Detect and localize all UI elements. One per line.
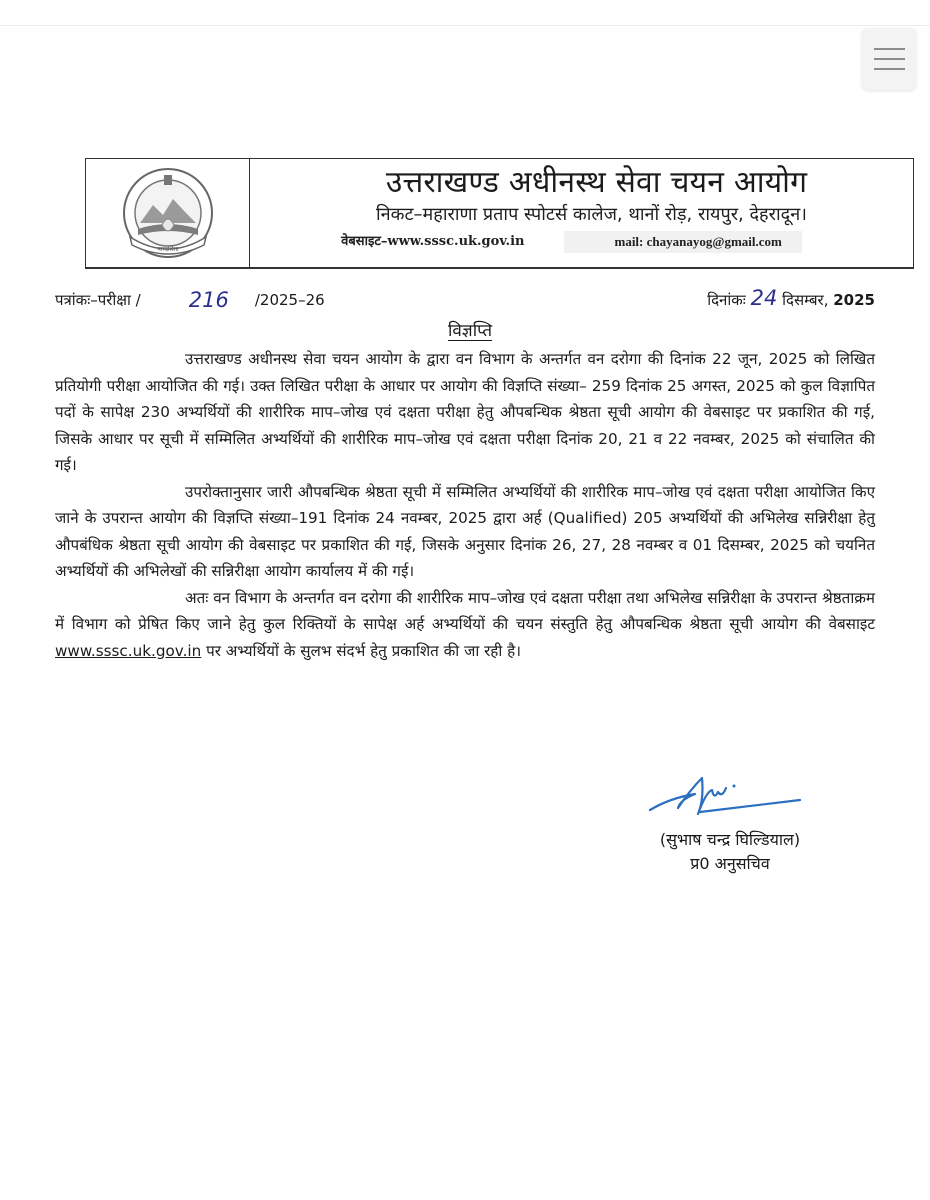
- organization-email: mail: chayanayog@gmail.com: [564, 231, 801, 253]
- letter-date: [707, 286, 875, 310]
- notice-paragraph: उत्तराखण्ड अधीनस्थ सेवा चयन आयोग के द्वारा वन विभाग के अन्तर्गत वन दरोगा की दिनांक 22 जून, 2025 को लिखित प्रतियोगी परीक्षा आयोजित की गई। उक्त लिखित परीक्षा के आधार पर आयोग की विज्ञप्ति संख्या– 259 दिनांक 25 अगस्त, 2025 को कुल विज्ञापित पदों के सापेक्ष 230 अभ्यर्थियों की शारीरिक माप–जोख एवं दक्षता परीक्षा हेतु औपबन्धिक श्रेष्ठता सूची आयोग की वेबसाइट पर प्रकाशित की गई, जिसके आधार पर सूची में सम्मिलित अभ्यर्थियों की शारीरिक माप–जोख एवं दक्षता परीक्षा दिनांक 20, 21 व 22 नवम्बर, 2025 को संचालित की गई।: [55, 350, 875, 474]
- reference-line: [55, 286, 875, 312]
- commission-emblem-icon: [118, 163, 218, 263]
- signatory-name: (सुभाष चन्द्र घिल्डियाल): [659, 830, 801, 849]
- hamburger-menu-icon: [874, 48, 905, 50]
- letterhead-text: [250, 159, 913, 267]
- letter-number-label: पत्रांकः–परीक्षा /: [55, 291, 141, 309]
- notice-body: [55, 346, 875, 664]
- date-month: दिसम्बर,: [782, 291, 829, 309]
- organization-address: निकट–महाराणा प्रताप स्पोटर्स कालेज, थानों रोड़, रायपुर, देहरादून।: [375, 204, 808, 225]
- organization-website: वेबसाइट–www.sssc.uk.gov.in: [341, 234, 525, 249]
- notice-title: [0, 318, 930, 341]
- hamburger-menu-icon-line: [874, 68, 905, 70]
- signature-block: [600, 770, 840, 876]
- notice-paragraph: उपरोक्तानुसार जारी औपबन्धिक श्रेष्ठता सूची में सम्मिलित अभ्यर्थियों की शारीरिक माप–जोख एवं दक्षता परीक्षा आयोजित किए जाने के उपरान्त आयोग की विज्ञप्ति संख्या–191 दिनांक 24 नवम्बर, 2025 द्वारा अर्ह (Qualified) 205 अभ्यर्थियों की अभिलेख सन्निरीक्षा हेतु औपबंधिक श्रेष्ठता सूची आयोग की वेबसाइट पर प्रकाशित की गई, जिसके अनुसार दिनांक 26, 27, 28 नवम्बर व 01 दिसम्बर, 2025 को चयनित अभ्यर्थियों की अभिलेखों की सन्निरीक्षा आयोग कार्यालय में की गई।: [55, 482, 875, 580]
- letterhead-logo-cell: [86, 159, 250, 267]
- hamburger-menu-icon-line: [874, 58, 905, 60]
- letter-number-year: /2025–26: [254, 291, 325, 309]
- letter-number: [55, 286, 325, 310]
- final-paragraph-text: अतः वन विभाग के अन्तर्गत वन दरोगा की शारीरिक माप–जोख एवं दक्षता परीक्षा तथा अभिलेख सन्निरीक्षा के उपरान्त श्रेष्ठताक्रम में विभाग को प्रेषित किए जाने हेतु कुल रिक्तियों के सापेक्ष अर्ह अभ्यर्थियों की चयन संस्तुति हेतु औपबन्धिक श्रेष्ठता सूची आयोग की वेबसाइट: [55, 588, 875, 633]
- organization-name: उत्तराखण्ड अधीनस्थ सेवा चयन आयोग: [385, 165, 808, 200]
- handwritten-signature-icon: [640, 770, 810, 822]
- organization-contact: [230, 231, 913, 253]
- signatory-designation: प्र0 अनुसचिव: [690, 854, 770, 873]
- date-day-handwritten: 24: [750, 286, 778, 310]
- date-label: दिनांकः: [707, 291, 746, 309]
- website-link[interactable]: www.sssc.uk.gov.in: [55, 641, 202, 660]
- notice-title-text: विज्ञप्ति: [447, 321, 493, 341]
- viewer-menu-button[interactable]: [862, 28, 916, 90]
- letter-number-handwritten: 216: [188, 288, 229, 312]
- date-year: 2025: [833, 291, 875, 309]
- letterhead: [85, 158, 914, 269]
- notice-paragraph-final: [55, 585, 875, 665]
- viewer-top-bar: [0, 0, 930, 26]
- final-paragraph-text-end: पर अभ्यर्थियों के सुलभ संदर्भ हेतु प्रकाशित की जा रही है।: [201, 641, 521, 660]
- svg-text:पारदर्शिता: पारदर्शिता: [156, 246, 179, 253]
